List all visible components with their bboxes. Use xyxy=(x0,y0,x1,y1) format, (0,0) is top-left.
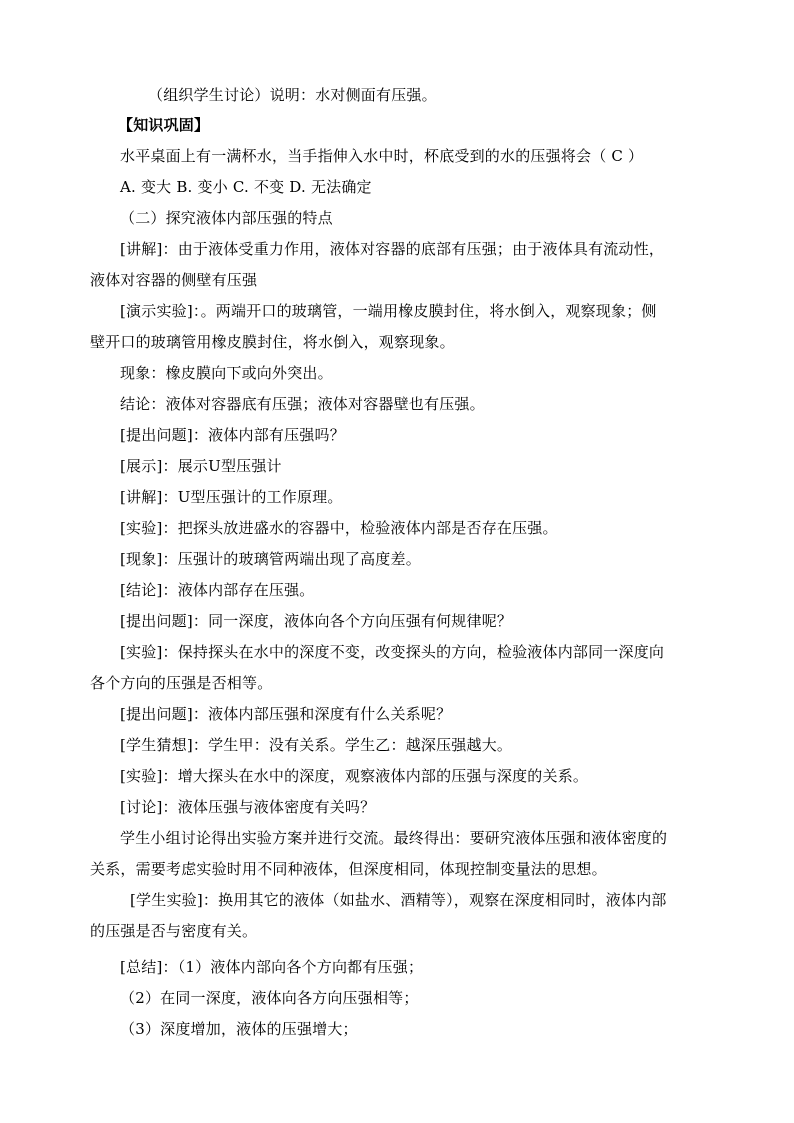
text-line: [现象]：压强计的玻璃管两端出现了高度差。 xyxy=(120,550,421,568)
summary-line: [总结]：（1）液体内部向各个方向都有压强； xyxy=(120,958,424,976)
text-line: [讲解]：由于液体受重力作用，液体对容器的底部有压强；由于液体具有流动性， xyxy=(120,240,665,258)
text-line: 关系，需要考虑实验时用不同种液体，但深度相同，体现控制变量法的思想。 xyxy=(90,860,607,878)
text-line: 液体对容器的侧壁有压强 xyxy=(90,271,258,289)
text-line: 壁开口的玻璃管用橡皮膜封住，将水倒入，观察现象。 xyxy=(90,333,455,351)
text-line: [实验]：把探头放进盛水的容器中，检验液体内部是否存在压强。 xyxy=(120,519,558,537)
section-heading: 【知识巩固】 xyxy=(118,116,210,134)
subsection-heading: （二）探究液体内部压强的特点 xyxy=(120,209,333,227)
text-line: 的压强是否与密度有关。 xyxy=(90,922,258,940)
text-line: [提出问题]：液体内部有压强吗？ xyxy=(120,426,345,444)
text-line: 结论：液体对容器底有压强；液体对容器壁也有压强。 xyxy=(120,395,485,413)
text-line: [实验]：增大探头在水中的深度，观察液体内部的压强与深度的关系。 xyxy=(120,767,589,785)
text-line: 现象：橡皮膜向下或向外突出。 xyxy=(120,364,333,382)
text-line: （组织学生讨论）说明：水对侧面有压强。 xyxy=(148,86,437,104)
text-line: [实验]：保持探头在水中的深度不变，改变探头的方向，检验液体内部同一深度向 xyxy=(120,643,665,661)
summary-line: （3）深度增加，液体的压强增大； xyxy=(120,1020,358,1038)
question-text: 水平桌面上有一满杯水，当手指伸入水中时，杯底受到的水的压强将会（ C ） xyxy=(120,147,644,165)
text-line: [学生实验]：换用其它的液体（如盐水、酒精等），观察在深度相同时，液体内部 xyxy=(130,891,667,909)
text-line: 学生小组讨论得出实验方案并进行交流。最终得出：要研究液体压强和液体密度的 xyxy=(120,829,668,847)
text-line: [提出问题]：液体内部压强和深度有什么关系呢？ xyxy=(120,705,452,723)
summary-line: （2）在同一深度，液体向各方向压强相等； xyxy=(120,989,419,1007)
text-line: [讲解]：U型压强计的工作原理。 xyxy=(120,488,343,506)
text-line: [学生猜想]：学生甲：没有关系。学生乙：越深压强越大。 xyxy=(120,736,513,754)
text-line: 各个方向的压强是否相等。 xyxy=(90,674,273,692)
text-line: [演示实验]：。两端开口的玻璃管，一端用橡皮膜封住，将水倒入，观察现象；侧 xyxy=(120,302,657,320)
text-line: [结论]：液体内部存在压强。 xyxy=(120,581,315,599)
text-line: [展示]：展示U型压强计 xyxy=(120,457,282,475)
answer-options: A. 变大 B. 变小 C. 不变 D. 无法确定 xyxy=(120,178,372,196)
text-line: [提出问题]：同一深度，液体向各个方向压强有何规律呢？ xyxy=(120,612,513,630)
text-line: [讨论]：液体压强与液体密度有关吗？ xyxy=(120,798,376,816)
